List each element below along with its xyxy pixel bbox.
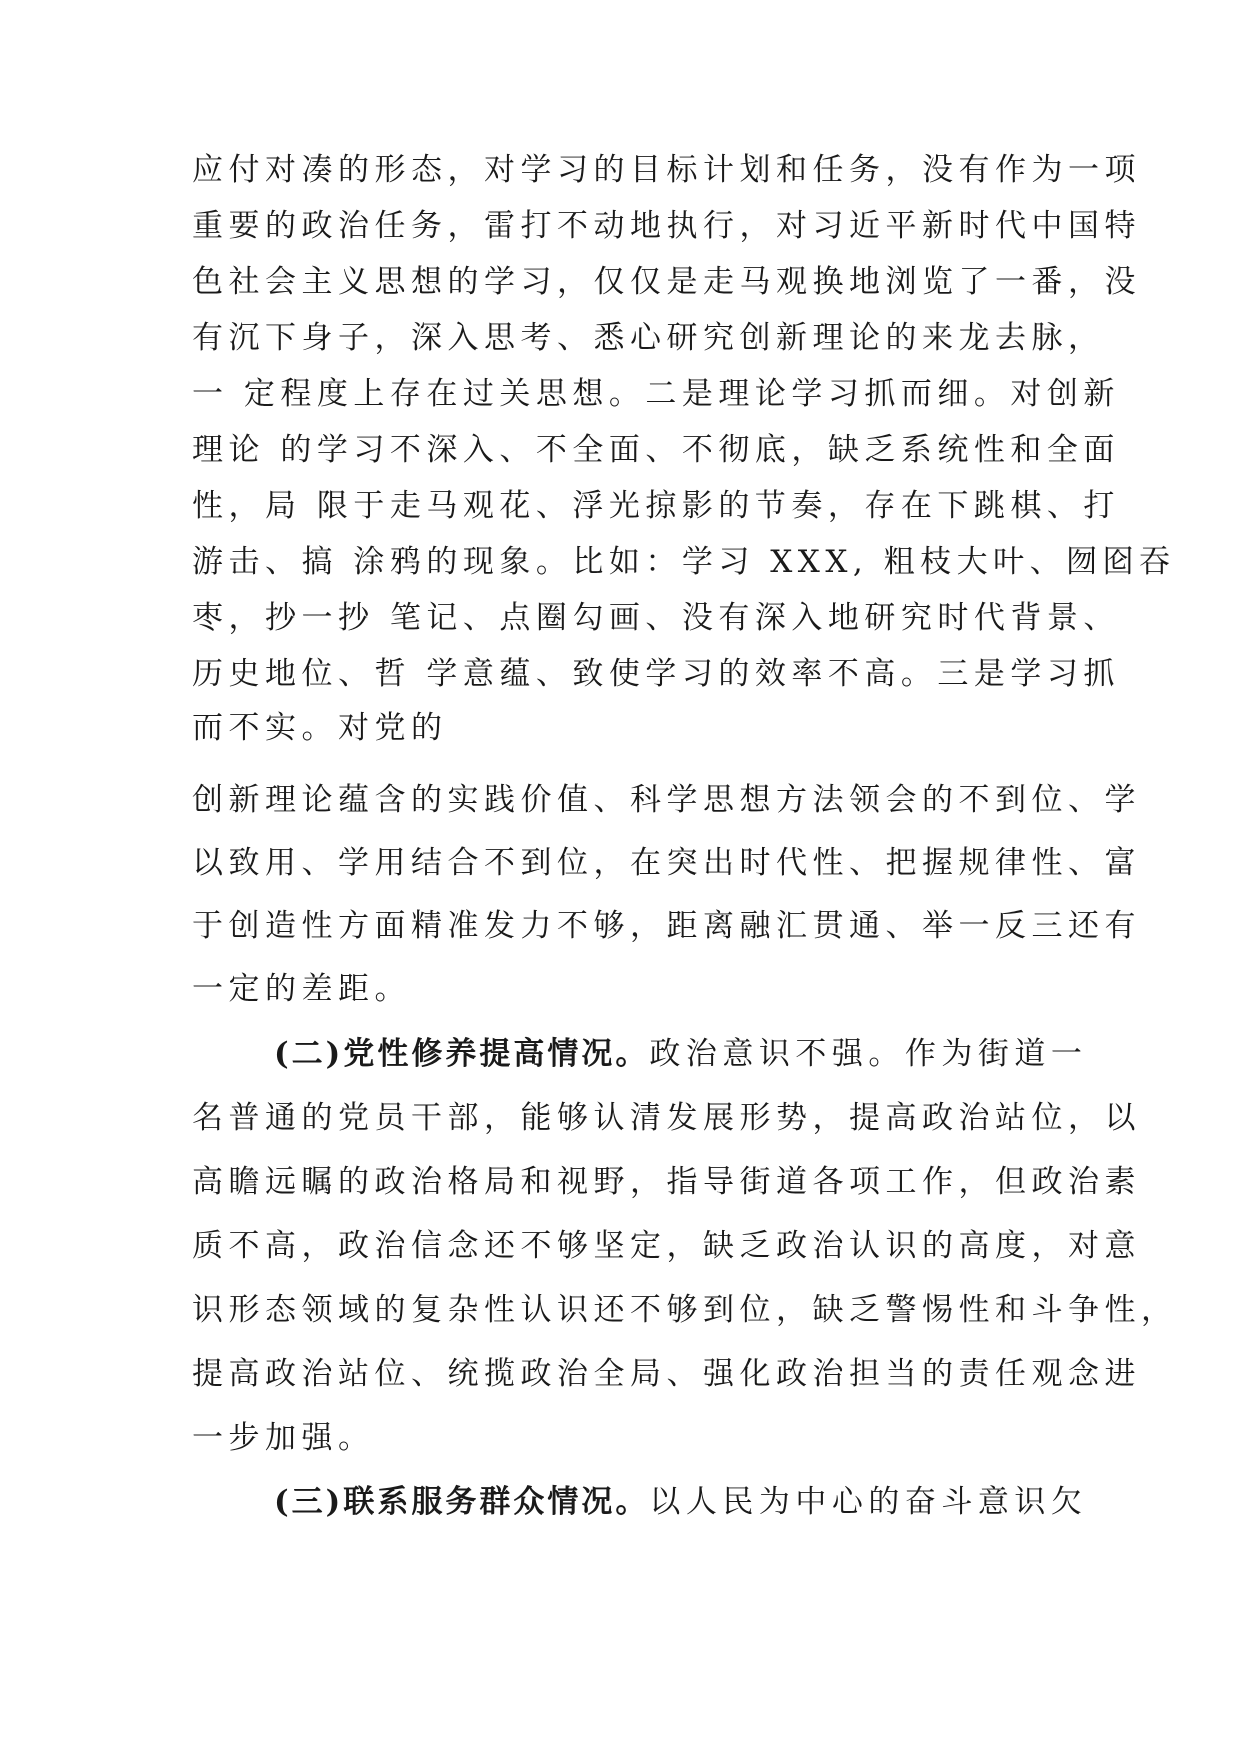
body-text-line: 提高政治站位、统揽政治全局、强化政治担当的责任观念进 — [192, 1356, 1141, 1392]
body-text-line: 于创造性方面精准发力不够，距离融汇贯通、举一反三还有 — [192, 908, 1141, 944]
body-text-line: 历史地位、哲 学意蕴、致使学习的效率不高。三是学习抓 — [192, 656, 1120, 692]
body-text-line: 创新理论蕴含的实践价值、科学思想方法领会的不到位、学 — [192, 782, 1141, 818]
body-text-line: 一 定程度上存在过关思想。二是理论学习抓而细。对创新 — [192, 376, 1120, 412]
body-text-line: 名普通的党员干部，能够认清发展形势，提高政治站位，以 — [192, 1100, 1141, 1136]
section-2-text: 政治意识不强。作为街道一 — [649, 1036, 1088, 1072]
body-text-line: 质不高，政治信念还不够坚定，缺乏政治认识的高度，对意 — [192, 1228, 1141, 1264]
body-text-line: 而不实。对党的 — [192, 710, 448, 746]
body-text-line: 游击、搞 涂鸦的现象。比如：学习 XXX, 粗枝大叶、囫囵吞 — [192, 544, 1176, 580]
section-3-text: 以人民为中心的奋斗意识欠 — [649, 1484, 1088, 1520]
body-text-line: 一定的差距。 — [192, 971, 411, 1007]
body-text-line: 有沉下身子，深入思考、悉心研究创新理论的来龙去脉， — [192, 320, 1105, 356]
section-3-first-line — [274, 1482, 1154, 1522]
body-text-line: 色社会主义思想的学习，仅仅是走马观换地浏览了一番，没 — [192, 264, 1141, 300]
body-text-line: 应付对凑的形态，对学习的目标计划和任务，没有作为一项 — [192, 152, 1141, 188]
body-text-line: 识形态领域的复杂性认识还不够到位，缺乏警惕性和斗争性， — [192, 1292, 1178, 1328]
body-text-line: 重要的政治任务，雷打不动地执行，对习近平新时代中国特 — [192, 208, 1141, 244]
section-2-heading: (二)党性修养提高情况。 — [274, 1036, 650, 1072]
body-text-line: 理论 的学习不深入、不全面、不彻底，缺乏系统性和全面 — [192, 432, 1120, 468]
body-text-line: 高瞻远瞩的政治格局和视野，指导街道各项工作，但政治素 — [192, 1164, 1141, 1200]
body-text-line: 枣，抄一抄 笔记、点圈勾画、没有深入地研究时代背景、 — [192, 600, 1120, 636]
body-text-line: 性，局 限于走马观花、浮光掠影的节奏，存在下跳棋、打 — [192, 488, 1120, 524]
body-text-line: 一步加强。 — [192, 1420, 375, 1456]
section-2-first-line — [274, 1034, 1154, 1074]
body-text-line: 以致用、学用结合不到位，在突出时代性、把握规律性、富 — [192, 845, 1141, 881]
section-3-heading: (三)联系服务群众情况。 — [274, 1484, 650, 1520]
